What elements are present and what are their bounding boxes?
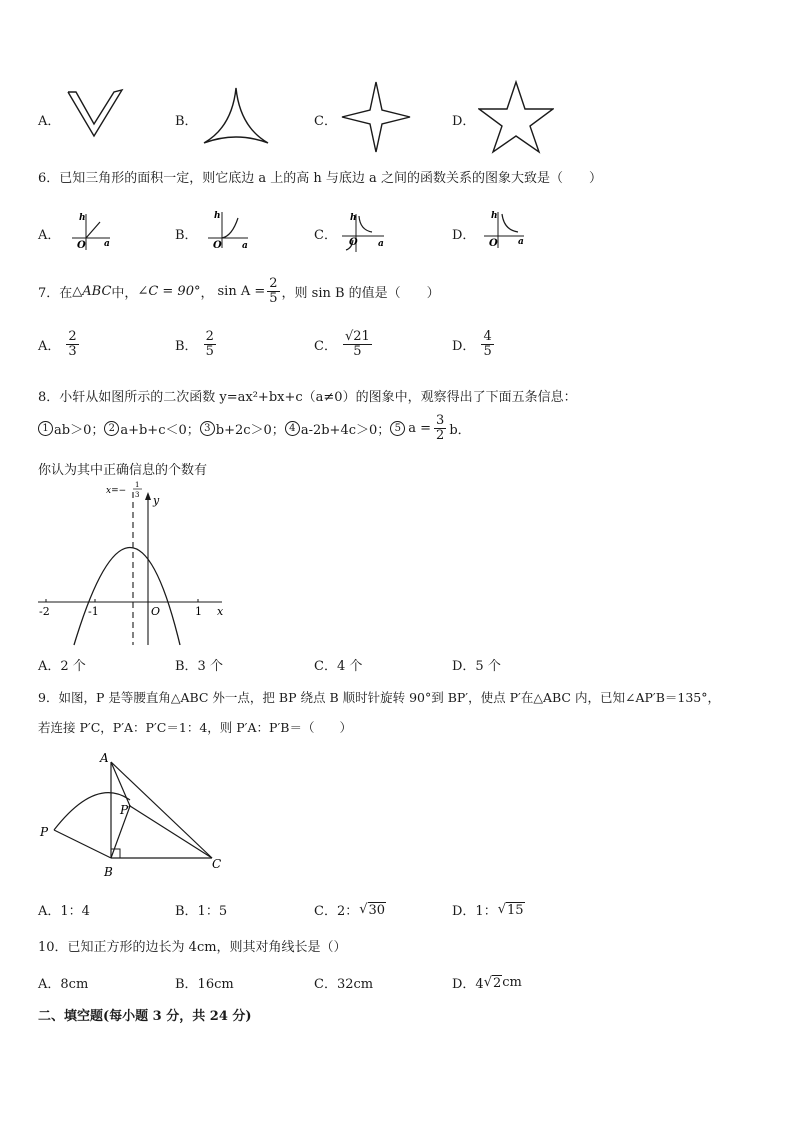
q10-option-d-root: 2 [493,975,502,991]
q10-option-b: B．16cm [175,977,234,992]
q5-five-point-star-figure [478,80,554,154]
q6-b-a-label: a [242,241,248,251]
q8-axis-label: x=− [106,486,127,496]
q7-option-c-num: √21 [344,329,370,344]
q8-tick-1: 1 [195,605,202,618]
q8-circle-3: 3 [200,421,215,436]
q6-option-c-label: C． [314,228,337,243]
q8-origin: O [151,605,161,618]
q9-option-c: C．2： √ 30 [314,902,386,919]
q9-label-b: B [104,865,113,879]
q9-option-d: D．1： √ 15 [452,902,524,919]
q8-y-arrow [145,492,151,500]
q7-option-b-fraction [204,330,216,358]
q9-label-p: P [40,825,49,839]
q8-facts [38,414,471,442]
q8-option-a: A．2 个 [38,659,86,674]
q10-option-c: C．32cm [314,977,374,992]
q7-sin-a: sin A = [217,283,266,299]
q6-d-origin: O [489,238,498,249]
q8-tick-neg2: -2 [39,605,50,618]
q7-sin-a-fraction [267,277,279,305]
q9-label-c: C [212,857,222,871]
q8-stem: 8．小轩从如图所示的二次函数 y=ax²+bx+c（a≠0）的图象中，观察得出了下面五条信息： [38,390,577,405]
q8-fact-5: a = [408,420,432,436]
q7-angle: ∠C = 90° [137,283,201,299]
q9-triangle-figure [36,748,236,884]
q6-a-a-label: a [104,239,110,249]
q9-option-c-root: 30 [368,902,386,918]
q7-option-a-den: 3 [68,343,77,359]
q7-triangle: △ABC [72,283,112,299]
q5-option-b-label: B． [175,114,198,129]
q6-option-d-label: D． [452,228,476,243]
q8-fact5-num: 3 [436,413,445,428]
q7-stem-mid: 中， [111,285,138,301]
q7-option-d [452,330,494,358]
q6-c-a-label: a [378,239,384,249]
q7-option-a [38,330,79,358]
q8-option-b: B．3 个 [175,659,223,674]
q8-y-label: y [153,494,160,507]
q9-option-b: B．1：5 [175,904,228,919]
q8-parabola-graph [30,480,230,650]
q8-fact-5-fraction [434,414,446,442]
q8-fact5-den: 2 [436,427,445,443]
q5-option-d-label: D． [452,114,476,129]
q5-four-point-star-figure [340,80,412,154]
q10-option-d: D．4 √ 2 cm [452,975,522,992]
q6-graph-c [340,208,390,256]
q10-stem: 10．已知正方形的边长为 4cm，则其对角线长是（） [38,940,347,955]
q9-stem-line1: 9．如图，P 是等腰直角△ABC 外一点，把 BP 绕点 B 顺时针旋转 90°到 BP′，使点 P′在△ABC 内，已知∠AP′B＝135°， [38,690,721,705]
q7-option-b-label: B． [175,338,198,354]
section-2-title: 二、填空题(每小题 3 分，共 24 分) [38,1009,252,1024]
q6-a-origin: O [77,240,86,251]
q8-fact-3: b+2c＞0； [215,422,285,438]
q9-option-a: A．1：4 [38,904,90,919]
q6-graph-a [66,208,116,256]
q7-option-d-num: 4 [483,329,492,344]
q7-option-d-den: 5 [483,343,492,359]
q8-fact-2: a+b+c＜0； [120,422,200,438]
q7-option-b-den: 5 [205,343,214,359]
q7-option-a-fraction [66,330,78,358]
q8-fact-4: a-2b+4c＞0； [300,422,391,438]
q7-option-c [314,330,372,358]
q8-circle-4: 4 [285,421,300,436]
q9-label-p-prime: P′ [120,803,131,817]
q8-option-d: D．5 个 [452,659,501,674]
q10-option-d-unit: cm [502,975,522,990]
q6-d-a-label: a [518,237,524,247]
q6-stem: 6．已知三角形的面积一定，则它底边 a 上的高 h 与底边 a 之间的函数关系的图象大致是（ ） [38,171,602,186]
q5-curved-triangle-figure [200,85,272,151]
q8-fact-5-tail: b． [449,422,471,438]
q6-d-h-label: h [491,211,498,221]
q8-option-c: C．4 个 [314,659,363,674]
q8-circle-2: 2 [104,421,119,436]
q8-x-label: x [217,605,224,618]
q9-option-d-root: 15 [507,902,524,918]
q6-option-b-label: B． [175,228,198,243]
q8-parabola-curve [74,548,180,646]
q6-option-a-label: A． [38,228,61,243]
q9-stem-line2: 若连接 P′C，P′A：P′C＝1：4，则 P′A：P′B＝（ ） [38,720,352,735]
q9-label-a: A [100,751,109,765]
q7-option-c-label: C． [314,338,337,354]
q5-v-shape-figure [64,88,128,144]
q6-graph-b [204,206,254,254]
q7-comma: ， [200,285,214,301]
q7-option-b-num: 2 [205,329,214,344]
q7-option-a-num: 2 [68,329,77,344]
q8-question: 你认为其中正确信息的个数有 [38,463,208,478]
q6-b-origin: O [213,240,222,251]
q7-frac-den: 5 [269,290,278,306]
q5-option-c-label: C． [314,114,337,129]
q7-option-c-den: 5 [353,343,362,359]
q6-b-h-label: h [214,211,221,221]
q7-option-d-fraction [481,330,493,358]
q7-frac-num: 2 [269,276,278,291]
q9-option-d-label: D．1： [452,904,497,919]
q10-option-d-label: D．4 [452,977,484,992]
q7-option-d-label: D． [452,338,476,354]
q6-a-h-label: h [79,213,86,223]
q8-fact-1: ab＞0； [54,422,105,438]
q7-stem-pre: 7．在 [38,285,73,301]
q5-option-a-label: A． [38,114,61,129]
q8-axis-frac-num: 1 [135,481,140,489]
q7-option-c-fraction [343,330,372,358]
q8-tick-neg1: -1 [88,605,99,618]
q10-option-a: A．8cm [38,977,89,992]
q8-axis-frac-den: 3 [135,491,140,499]
q7-option-b [175,330,216,358]
q6-graph-d [480,206,530,254]
q6-c-h-label: h [350,213,357,223]
q8-circle-5: 5 [390,421,405,436]
q7-stem [38,277,440,305]
q7-option-a-label: A． [38,338,61,354]
q7-stem-tail: ，则 sin B 的值是（ ） [281,285,440,301]
q6-c-origin: O [349,237,358,248]
q8-circle-1: 1 [38,421,53,436]
q9-option-c-label: C．2： [314,904,359,919]
